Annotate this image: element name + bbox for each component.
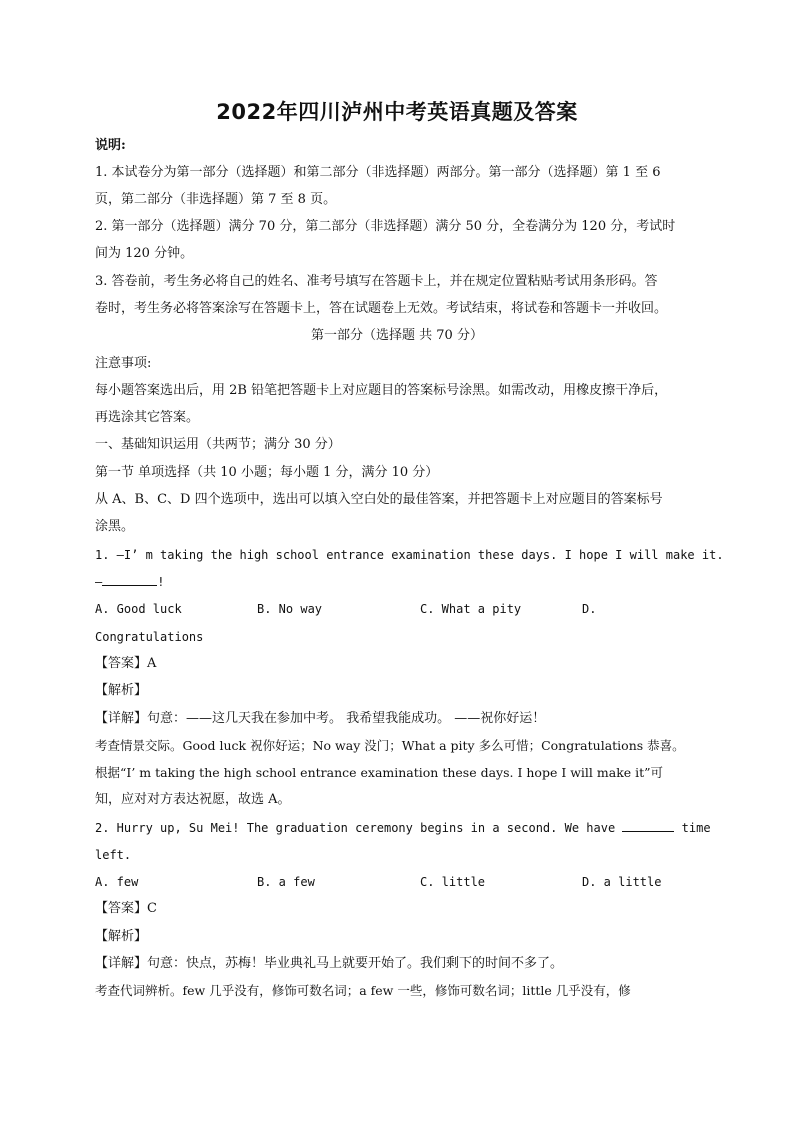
answer-label: 【答案】A <box>95 656 157 671</box>
notes-heading: 说明: <box>95 138 126 153</box>
detail-line: 【详解】句意：——这几天我在参加中考。 我希望我能成功。 ——祝你好运！ <box>95 711 546 726</box>
option-d: D. <box>582 602 597 616</box>
detail-line: 【详解】句意：快点，苏梅！毕业典礼马上就要开始了。我们剩下的时间不多了。 <box>95 956 564 971</box>
dash: — <box>95 575 103 589</box>
question-1-stem: 1. —I’ m taking the high school entrance examination these days. I hope I will make it. <box>95 548 724 562</box>
answer-label: 【答案】C <box>95 901 157 916</box>
option-a: A. Good luck <box>95 602 182 616</box>
analysis-label: 【解析】 <box>95 929 148 944</box>
option-d: D. a little <box>582 875 662 889</box>
question-2-stem <box>95 819 711 837</box>
exclamation: ! <box>157 575 165 589</box>
question-2-text: 2. Hurry up, Su Mei! The graduation ceremony begins in a second. We have <box>95 821 616 835</box>
attention-heading: 注意事项: <box>95 356 152 371</box>
notes-line: 1. 本试卷分为第一部分（选择题）和第二部分（非选择题）两部分。第一部分（选择题）第 1 至 6 <box>95 165 661 180</box>
option-b: B. No way <box>257 602 323 616</box>
explanation-line: 考查情景交际。Good luck 祝你好运；No way 没门；What a pity 多么可惜；Congratulations 恭喜。 <box>95 738 685 753</box>
subsection-heading: 第一节 单项选择（共 10 小题；每小题 1 分，满分 10 分） <box>95 465 439 480</box>
question-1-reply <box>95 573 700 591</box>
instruction-line: 从 A、B、C、D 四个选项中，选出可以填入空白处的最佳答案，并把答题卡上对应题目的答案标号 <box>95 492 663 507</box>
explanation-line: 知，应对对方表达祝愿，故选 A。 <box>95 792 291 807</box>
option-d-text: Congratulations <box>95 630 204 644</box>
option-c: C. What a pity <box>420 602 522 616</box>
attention-line: 每小题答案选出后，用 2B 铅笔把答题卡上对应题目的答案标号涂黑。如需改动，用橡皮擦干净后， <box>95 383 668 398</box>
document-title: 2022年四川泸州中考英语真题及答案 <box>216 100 578 124</box>
option-b: B. a few <box>257 875 315 889</box>
part1-heading: 第一部分（选择题 共 70 分） <box>311 328 483 343</box>
option-c: C. little <box>420 875 486 889</box>
notes-line: 卷时，考生务必将答案涂写在答题卡上，答在试题卷上无效。考试结束，将试卷和答题卡一并收回。 <box>95 301 668 316</box>
analysis-label: 【解析】 <box>95 683 148 698</box>
question-2-text-end: time <box>681 821 711 835</box>
notes-line: 页，第二部分（非选择题）第 7 至 8 页。 <box>95 192 337 207</box>
notes-line: 3. 答卷前，考生务必将自己的姓名、准考号填写在答题卡上，并在规定位置粘贴考试用条形码。答 <box>95 274 658 289</box>
explanation-line: 根据“I’ m taking the high school entrance examination these days. I hope I will make it”可 <box>95 765 664 780</box>
instruction-line: 涂黑。 <box>95 519 135 534</box>
section-heading: 一、基础知识运用（共两节；满分 30 分） <box>95 437 341 452</box>
notes-line: 2. 第一部分（选择题）满分 70 分，第二部分（非选择题）满分 50 分，全卷满分为 120 分，考试时 <box>95 219 676 234</box>
attention-line: 再选涂其它答案。 <box>95 410 200 425</box>
answer-blank <box>102 573 157 586</box>
question-2-stem-cont: left. <box>95 848 132 862</box>
explanation-line: 考查代词辨析。few 几乎没有，修饰可数名词；a few 一些，修饰可数名词；little 几乎没有，修 <box>95 983 631 998</box>
answer-blank <box>622 819 674 832</box>
option-a: A. few <box>95 875 139 889</box>
notes-line: 间为 120 分钟。 <box>95 246 194 261</box>
